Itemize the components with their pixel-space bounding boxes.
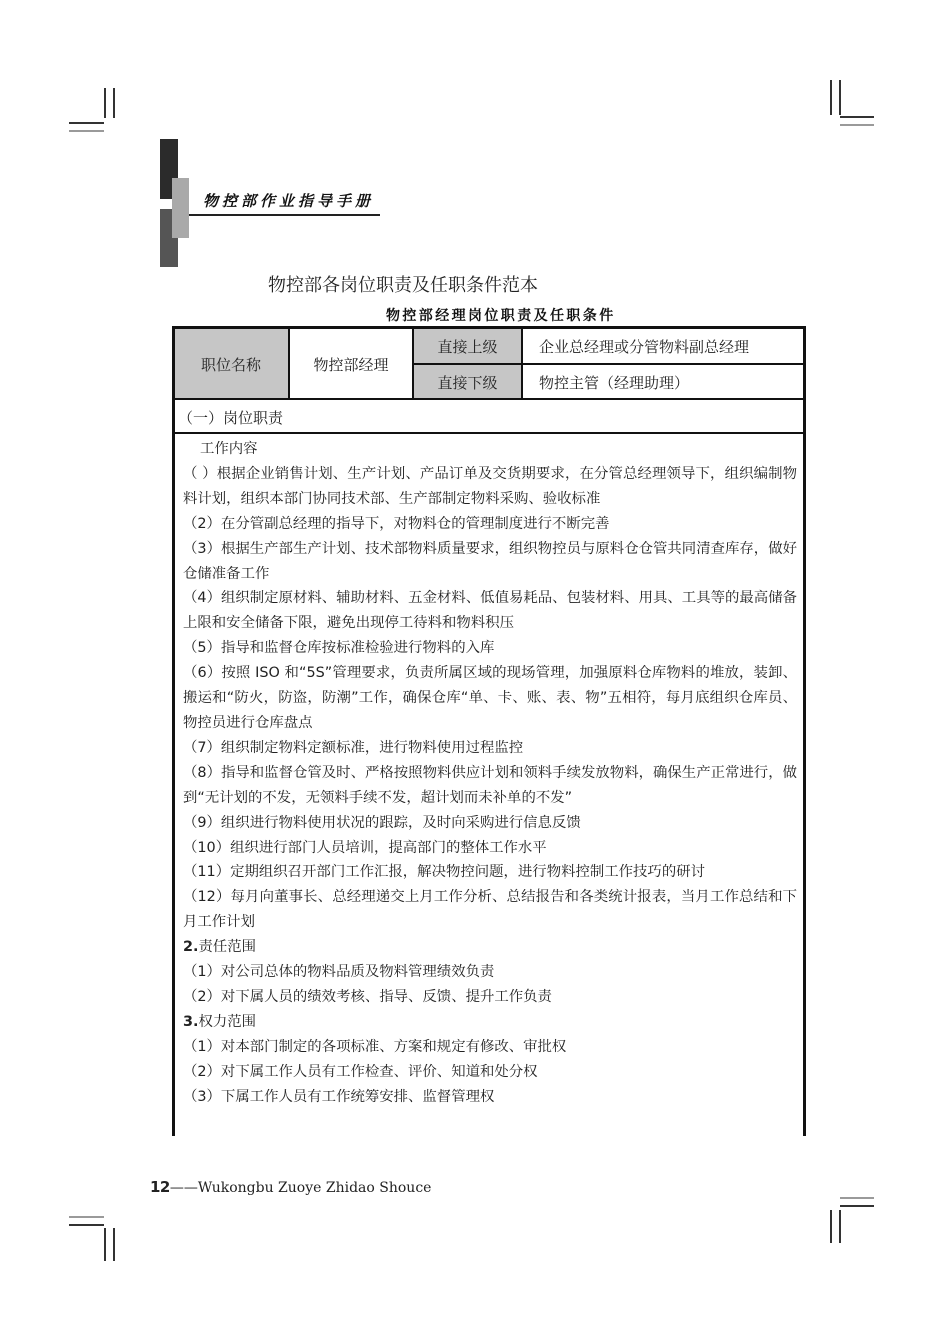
duty-item: （3）根据生产部生产计划、技术部物料质量要求，组织物控员与原料仓仓管共同清查库存，做好仓储准备工作 <box>183 540 797 582</box>
crop-mark <box>104 1228 106 1261</box>
crop-mark <box>840 1205 874 1207</box>
crop-mark <box>113 1228 115 1261</box>
table-border <box>803 326 806 1136</box>
authority-item: （1）对本部门制定的各项标准、方案和规定有修改、审批权 <box>183 1038 567 1055</box>
header-tab-block <box>172 178 189 238</box>
table-border <box>172 326 806 329</box>
duty-item: （4）组织制定原材料、辅助材料、五金材料、低值易耗品、包装材料、用具、工具等的最高储备上限和安全储备下限，避免出现停工待料和物料积压 <box>183 590 797 632</box>
duties-content <box>183 437 797 1109</box>
responsibility-heading: 2.责任范围 <box>183 939 257 956</box>
authority-item: （2）对下属工作人员有工作检查、评价、知道和处分权 <box>183 1063 538 1080</box>
crop-mark <box>840 1197 874 1199</box>
superior-label-cell: 直接上级 <box>414 329 521 363</box>
manual-title: 物控部作业指导手册 <box>203 192 375 210</box>
document-title: 物控部各岗位职责及任职条件范本 <box>268 275 538 296</box>
duty-item: （8）指导和监督仓管及时、严格按照物料供应计划和领料手续发放物料，确保生产正常进行，做到“无计划的不发，无领料手续不发，超计划而未补单的不发” <box>183 764 797 806</box>
page-number: 12 <box>150 1178 170 1196</box>
running-title: ——Wukongbu Zuoye Zhidao Shouce <box>169 1180 432 1196</box>
position-value-cell: 物控部经理 <box>313 355 389 374</box>
crop-mark <box>830 1210 832 1243</box>
crop-mark <box>839 80 841 115</box>
subordinate-value-cell: 物控主管（经理助理） <box>539 373 690 392</box>
superior-value-cell: 企业总经理或分管物料副总经理 <box>539 337 750 356</box>
authority-item: （3）下属工作人员有工作统筹安排、监督管理权 <box>183 1088 495 1105</box>
crop-mark <box>69 130 104 132</box>
duty-item: （11）定期组织召开部门工作汇报，解决物控问题，进行物料控制工作技巧的研讨 <box>183 864 705 881</box>
crop-mark <box>840 116 874 118</box>
duty-item: （ ）根据企业销售计划、生产计划、产品订单及交货期要求，在分管总经理领导下，组织编制物料计划，组织本部门协同技术部、生产部制定物料采购、验收标准 <box>183 465 797 507</box>
table-border <box>172 326 175 1136</box>
duty-item: （9）组织进行物料使用状况的跟踪，及时向采购进行信息反馈 <box>183 814 581 831</box>
crop-mark <box>69 1216 104 1218</box>
page-footer <box>150 1178 431 1196</box>
duty-item: （2）在分管副总经理的指导下，对物料仓的管理制度进行不断完善 <box>183 515 610 532</box>
duty-item: （6）按照 ISO 和“5S”管理要求，负责所属区域的现场管理，加强原料仓库物料的堆放，装卸、搬运和“防火，防盗，防潮”工作，确保仓库“单、卡、账、表、物”五相符，每月底组织仓库员、物控员进行仓库盘点 <box>183 665 797 731</box>
header-rule <box>189 214 380 216</box>
position-label-cell: 职位名称 <box>174 329 288 399</box>
crop-mark <box>840 124 874 126</box>
crop-mark <box>104 88 106 118</box>
table-border <box>172 432 806 434</box>
crop-mark <box>830 80 832 115</box>
crop-mark <box>839 1210 841 1243</box>
crop-mark <box>69 1224 104 1226</box>
duty-item: （12）每月向董事长、总经理递交上月工作分析、总结报告和各类统计报表，当月工作总结和下月工作计划 <box>183 889 797 931</box>
duty-item: （5）指导和监督仓库按标准检验进行物料的入库 <box>183 640 495 657</box>
table-border <box>414 363 806 365</box>
subordinate-label-cell: 直接下级 <box>414 365 521 399</box>
crop-mark <box>113 88 115 118</box>
table-border <box>172 398 806 400</box>
table-border <box>288 326 290 399</box>
table-caption: 物控部经理岗位职责及任职条件 <box>386 308 616 324</box>
work-content-heading: 工作内容 <box>200 441 258 457</box>
section-duties-heading: （一）岗位职责 <box>178 408 284 427</box>
responsibility-item: （2）对下属人员的绩效考核、指导、反馈、提升工作负责 <box>183 988 552 1005</box>
duty-item: （7）组织制定物料定额标准，进行物料使用过程监控 <box>183 739 524 756</box>
authority-heading: 3.权力范围 <box>183 1013 257 1030</box>
crop-mark <box>69 122 104 124</box>
responsibility-item: （1）对公司总体的物料品质及物料管理绩效负责 <box>183 964 495 981</box>
duty-item: （10）组织进行部门人员培训，提高部门的整体工作水平 <box>183 839 547 856</box>
